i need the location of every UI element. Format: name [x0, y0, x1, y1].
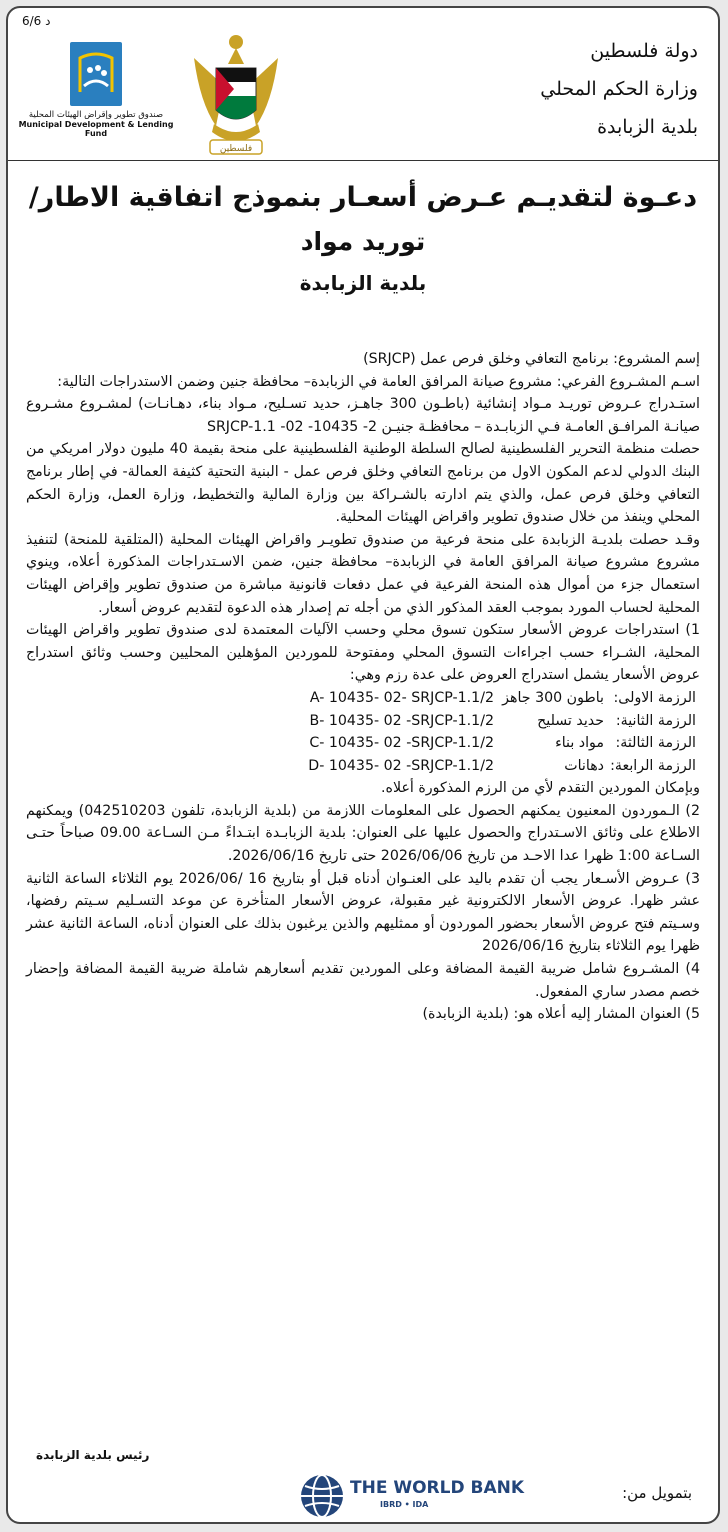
package-code: 2/A- 10435- 02- SRJCP-1.1 [309, 689, 494, 706]
package-material: حديد تسليح [537, 712, 604, 729]
mdlf-logo [16, 42, 176, 138]
government-header [540, 32, 698, 146]
project-name: إسم المشروع: برنامج التعافي وخلق فرص عمل (SRJCP) [363, 351, 700, 367]
world-bank-logo [296, 1470, 536, 1522]
world-bank-name: THE WORLD BANK [350, 1478, 525, 1498]
page-number: 6/6 د [22, 14, 51, 28]
mdlf-arabic-name: صندوق تطوير وإقراض الهيئات المحلية [28, 110, 164, 120]
mdlf-english-name: Municipal Development & Lending Fund [18, 120, 174, 138]
package-material: دهانات [564, 757, 604, 774]
package-code: 2/B- 10435- 02 -SRJCP-1.1 [309, 712, 494, 729]
emblem-text: فلسطين [219, 144, 253, 154]
package-material: باطون 300 جاهز [502, 689, 604, 706]
announcement-body [26, 348, 700, 1026]
item-4: 4) المشـروع شامل ضريبة القيمة المضافة وعلى الموردين تقديم أسعارهم شاملة ضريبة القيمة المضافة وإحضار خصم مصدر ساري المفعول. [26, 961, 700, 1000]
funded-by-label: بتمويل من: [622, 1484, 692, 1502]
package-row [26, 710, 696, 733]
world-bank-subtitle: IBRD • IDA [380, 1500, 429, 1509]
title-line-3: بلدية الزبابدة [299, 271, 427, 295]
mdlf-logo-icon [70, 42, 122, 106]
globe-icon [298, 1472, 346, 1520]
item-1: 1) استدراجات عروض الأسعار ستكون تسوق محلي وحسب الآليات المعتمدة لدى صندوق تطوير واقراض الهيئات المحلية، الشـراء حسب اجراءات التسوق المحلي ومفتوحة للموردين المؤهلين المحليين وحسب وثائق استدراج عروض الأسعار يشمل استدراج العروض على عدة رزم وهي: [26, 622, 700, 684]
package-name: الرزمة الرابعة: [610, 757, 696, 774]
grant-paragraph: حصلت منظمة التحرير الفلسطينية لصالح السلطة الوطنية الفلسطينية على منحة بقيمة 40 مليون دولار امريكي من البنك الدولي لدعم المكون الاول من برنامج التعافي وخلق فرص عمل - البنية التحتية كثيفة العمالة- في إطار برنامج التعافي وخلق فرص عمل، والذي يتم ادارته بالشـراكة بين وزارة المالية والتخطيط، وزارة العمل، وزارة الحكم المحلي وينفذ من خلال صندوق تطوير واقراض الهيئات المحلية. [26, 441, 701, 526]
ministry-name: وزارة الحكم المحلي [540, 78, 698, 100]
palestine-eagle-emblem-icon [186, 28, 286, 168]
municipality-name: بلدية الزبابدة [597, 116, 698, 138]
item-5: 5) العنوان المشار إليه أعلاه هو: (بلدية الزبابدة) [422, 1006, 700, 1023]
subgrant-paragraph: وقـد حصلت بلديـة الزبابدة على منحة فرعية من صندوق تطويـر واقراض الهيئات المحلية (المتلقية للمنحة) لتنفيذ مشروع مشروع صيانة المرافق العامة في الزبابدة– محافظة جنين، ضمن الاسـتدراجات المذكورة أعلاه، وينوي استعمال جزء من أموال هذه المنحة الفرعية في عمل دفعات قانونية مباشرة من صندوق تطوير وإقراض الهيئات المحلية لحساب المورد بموجب العقد المذكور الذي من أجله تم إصدار هذه الدعوة لتقديم عروض أسعار. [26, 531, 700, 616]
package-name: الرزمة الاولى: [613, 689, 696, 706]
subproject-name: اسـم المشـروع الفرعي: مشروع صيانة المرافق العامة في الزبابدة– محافظة جنين وضمن الاستدراجات التالية: [57, 373, 700, 390]
announcement-page [6, 6, 720, 1524]
package-name: الرزمة الثالثة: [615, 735, 696, 752]
announcement-title [8, 176, 718, 302]
title-line-2: توريد مواد [300, 227, 426, 256]
package-row [26, 755, 696, 778]
package-row [26, 732, 696, 755]
item-3: 3) عـروض الأسـعار يجب أن تقدم باليد على العنـوان أدناه قبل أو بتاريخ 16 /2026/06 يوم الثلاثاء الساعة الثانية عشر ظهرا. عروض الأسعار الالكترونية غير مقبولة، عروض الأسعار المتأخرة عن موعد التسـليم سـيتم رفضها، وسـيتم فتح عروض الأسعار بحضور الموردون أو ممثليهم والذين يرغبون بذلك على العنوان أدناه، الساعة الثانية عشر ظهرا يوم الثلاثاء بتاريخ 2026/06/16 [26, 870, 700, 955]
header-divider [8, 160, 718, 161]
package-code: 2/C- 10435- 02 -SRJCP-1.1 [309, 735, 494, 752]
package-material: مواد بناء [555, 735, 604, 752]
package-code: 2/D- 10435- 02 -SRJCP-1.1 [308, 757, 494, 774]
package-name: الرزمة الثانية: [615, 712, 696, 729]
packages-note: وبإمكان الموردين التقدم لأي من الرزم المذكورة أعلاه. [381, 780, 700, 797]
tender-scope: استـدراج عـروض توريـد مـواد إنشائية (باطـون 300 جاهـز، حديد تسـليح، مـواد بناء، دهـانـات) لمشـروع مشـروع صيانـة المرافـق العامـة فـي الزبابـدة – محافظـة جنيـن 2- 10435- 02- SRJCP-1.1 [26, 396, 700, 435]
package-row [26, 687, 696, 710]
title-line-1: دعـوة لتقديـم عـرض أسعـار بنموذج اتفاقية الاطار/ [28, 182, 698, 213]
mayor-signature: رئيس بلدية الزبابدة [36, 1448, 150, 1462]
item-2: 2) الـموردون المعنيون يمكنهم الحصول على المعلومات اللازمة من (بلدية الزبابدة، تلفون 042510203) ويمكنهم الاطلاع على وثائق الاسـتدراج والحصول عليها على العنوان: بلدية الزبابـدة ابتـداءً مـن السـاعة 09.00 صباحاً حتـى السـاعة 1:00 ظهرا عدا الاحـد من تاريخ 2026/06/06 حتى تاريخ 2026/06/16. [26, 802, 701, 865]
state-name: دولة فلسطين [590, 40, 698, 62]
